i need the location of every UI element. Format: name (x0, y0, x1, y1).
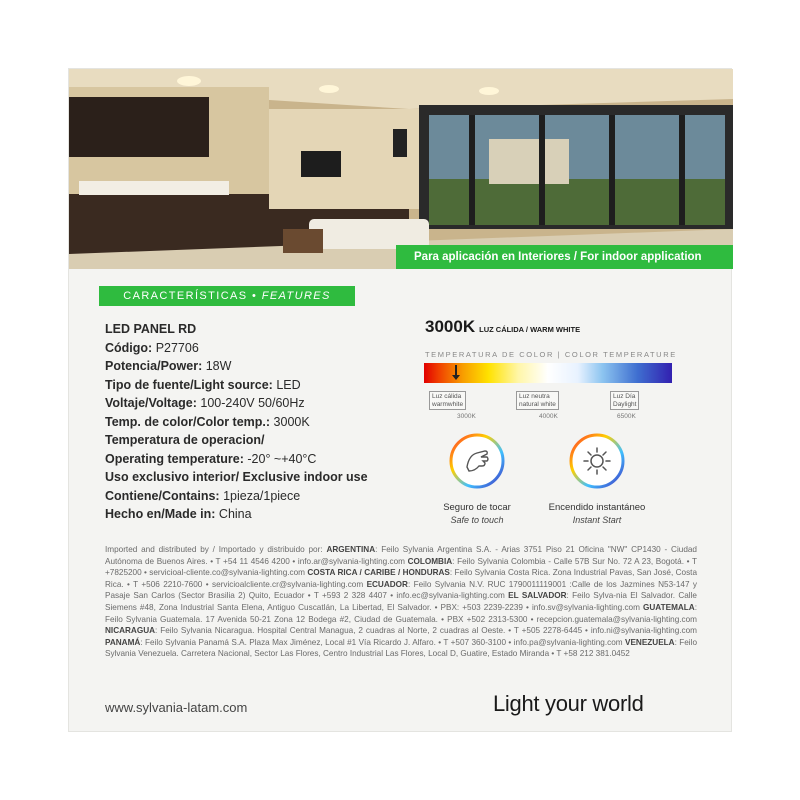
spec-value: China (215, 507, 252, 521)
color-temp-label (516, 391, 559, 410)
icon-caption-en: Instant Start (572, 515, 622, 525)
legal-segment: : Feilo Sylva-nia El Salvador. Calle Siemens #48, Zona Industrial Santa Elena, Antiguo Cuscatlán, La Libertad, El Salvador. • PBX: +503 2239-2239 • info.sv@sylvania-lighting.com (105, 591, 697, 612)
color-temp-kelvin: 3000K (457, 413, 476, 420)
spec-label: Temperatura de operacion/ (105, 433, 265, 447)
color-temp-label-en: Daylight (613, 400, 637, 408)
indoor-application-banner: Para aplicación en Interiores / For indoor application (396, 245, 733, 269)
spec-row (105, 505, 405, 524)
interior-photo (69, 69, 733, 269)
spec-label: Voltaje/Voltage: (105, 396, 197, 410)
icon-caption-touch (427, 502, 527, 525)
spec-label: Operating temperature: (105, 451, 244, 466)
legal-country: NICARAGUA (105, 626, 156, 636)
color-temp-gradient (424, 363, 672, 383)
touch-icon (449, 433, 505, 489)
legal-segment: Imported and distributed by / Importado y distribuido por: (105, 545, 327, 554)
legal-country: VENEZUELA (624, 637, 675, 647)
spec-row (105, 431, 405, 450)
spec-row (105, 468, 405, 487)
features-banner (99, 286, 355, 306)
spec-row (105, 339, 405, 358)
legal-country: PANAMÁ (105, 637, 141, 647)
legal-country: EL SALVADOR (508, 591, 567, 601)
spec-value: 18W (202, 359, 232, 373)
legal-country: COSTA RICA / CARIBE / HONDURAS (307, 568, 450, 578)
spec-label: Contiene/Contains: (105, 488, 220, 503)
color-temp-label-es: Luz cálida (432, 393, 462, 400)
color-temp-k: 3000K (425, 317, 476, 336)
legal-segment: : Feilo Sylvania Nicaragua. Hospital Central Managua, 2 cuadras al Norte, 2 cuadras al Oeste. • T +505 2278-6445 • info.ni@sylvania-lighting.com (155, 626, 697, 636)
spec-value: LED (272, 377, 301, 392)
color-temp-label (610, 391, 639, 410)
color-temp-desc: LUZ CÁLIDA / WARM WHITE (479, 325, 581, 334)
legal-segment: : Feilo Sylvania Venezuela. Carretera Nacional, Sector Las Flores, Centro Industrial Las Flores, Local D, Guatire, Estado Miranda • T +58 212 381.0452 (105, 637, 697, 659)
spec-row (105, 413, 405, 432)
spec-row (105, 320, 405, 339)
spec-label: LED PANEL RD (105, 322, 197, 336)
spec-row (105, 376, 405, 395)
spec-row (105, 450, 405, 469)
features-banner-en: FEATURES (261, 290, 331, 302)
sun-icon (569, 433, 625, 489)
legal-text (105, 544, 697, 660)
color-temp-label-es: Luz Día (613, 393, 636, 400)
spec-value: P27706 (152, 340, 199, 355)
spec-label: Uso exclusivo interior/ Exclusive indoor use (105, 470, 368, 484)
spec-label: Tipo de fuente/Light source: (105, 377, 273, 392)
spec-row (105, 357, 405, 376)
color-temp-caption: TEMPERATURA DE COLOR | COLOR TEMPERATURE (425, 350, 677, 359)
spec-row (105, 487, 405, 506)
legal-segment: : Feilo Sylvania Argentina S.A. - Arias 3751 Piso 21 Oficina "NW" CP1430 - Ciudad Autónoma de Buenos Aires. • T +54 11 4546 4200 • info.ar@sylvania-lighting.com (105, 545, 697, 566)
spec-label: Hecho en/Made in: (105, 507, 216, 521)
color-temp-kelvin: 4000K (539, 413, 558, 420)
spec-list (105, 320, 405, 524)
spec-label: Código: (105, 340, 153, 355)
color-temp-label-en: warmwhite (432, 400, 464, 408)
spec-value: -20° ~+40°C (243, 451, 317, 466)
legal-country: COLOMBIA (407, 556, 453, 566)
icon-caption-es: Encendido instantáneo (548, 502, 646, 513)
color-temp-title (425, 317, 580, 337)
spec-row (105, 394, 405, 413)
icon-caption-es: Seguro de tocar (443, 502, 511, 513)
spec-value: 100-240V 50/60Hz (196, 396, 305, 410)
color-temp-label-es: Luz neutra (519, 393, 550, 400)
features-banner-sep: • (247, 290, 262, 302)
tagline: Light your world (493, 691, 644, 716)
legal-country: ARGENTINA (326, 545, 376, 554)
product-box-back (68, 68, 732, 732)
website-url: www.sylvania-latam.com (105, 700, 248, 715)
icon-caption-sun (537, 502, 657, 525)
spec-value: 1pieza/1piece (219, 488, 301, 503)
legal-country: GUATEMALA (643, 602, 695, 612)
legal-segment: : Feilo Sylvania Costa Rica. Zona Industrial Pavas, San José, Costa Rica. • T +506 2210-7600 • servicioalcliente.cr@sylvania-lighting.com (105, 568, 698, 589)
color-temp-marker-tip (452, 375, 460, 380)
color-temp-label (429, 391, 466, 410)
color-temp-kelvin: 6500K (617, 413, 636, 420)
legal-country: ECUADOR (366, 579, 408, 589)
color-temp-label-en: natural white (519, 400, 556, 408)
spec-label: Potencia/Power: (105, 359, 203, 373)
legal-segment: : Feilo Sylvania Guatemala. 17 Avenida 50-21 Zona 12 Bodega #2, Ciudad de Guatemala. • PBX +502 2313-5300 • recepcion.guatemala@sylvania-lighting.com (105, 602, 697, 624)
legal-segment: : Feilo Sylvania Panamá S.A. Plaza Max Jiménez, Local #1 Vía Ricardo J. Alfaro. • T +507 360-3100 • info.pa@sylvania-lighting.com (140, 637, 625, 647)
features-banner-es: CARACTERÍSTICAS (123, 290, 248, 302)
legal-segment: : Feilo Sylvania Colombia - Calle 57B Sur No. 72 A 23, Bogotá. • T +7825200 • servicioal-cliente.co@sylvania-lighting.com (105, 556, 697, 578)
legal-segment: : Feilo Sylvania N.V. RUC 1790011119001 :Calle de los Jazmines N53-147 y Pasaje San Carlos (Sector Brasilia 2) Quito, Ecuador • T +593 2 328 4407 • info.ec@sylvania-lighting.com (105, 579, 697, 601)
spec-value: 3000K (270, 414, 310, 429)
icon-caption-en: Safe to touch (450, 515, 504, 525)
spec-label: Temp. de color/Color temp.: (105, 414, 271, 429)
